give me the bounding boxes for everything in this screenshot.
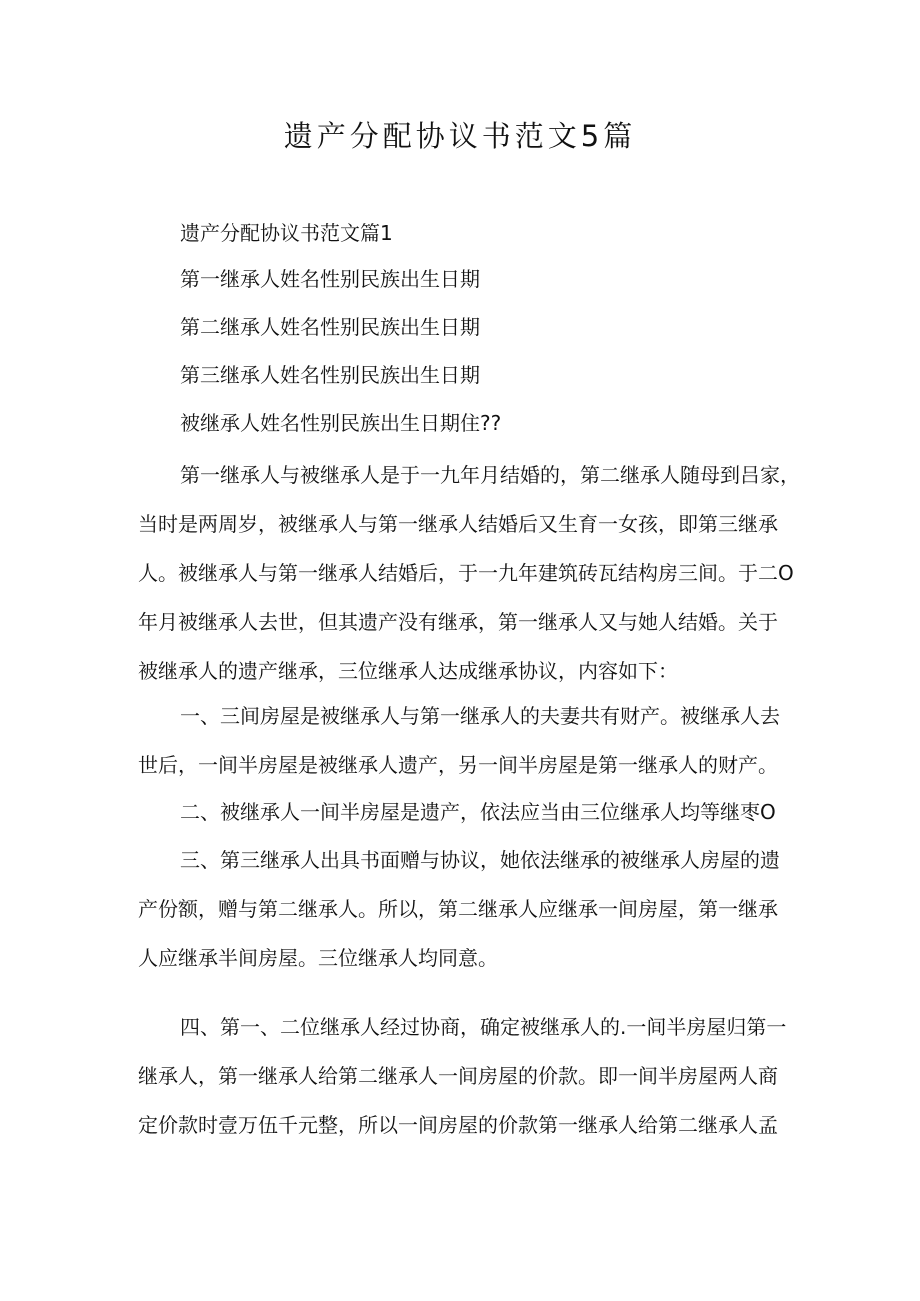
paragraph-line: 二、被继承人一间半房屋是遗产，依法应当由三位继承人均等继枣O xyxy=(180,800,776,824)
paragraph-clause-2 xyxy=(138,788,800,837)
paragraph-clause-3 xyxy=(138,836,800,983)
paragraph-line: 人应继承半间房屋。三位继承人均同意。 xyxy=(138,946,498,970)
info-line-first-heir: 第一继承人姓名性别民族出生日期 xyxy=(180,267,480,291)
info-line-deceased: 被继承人姓名性别民族出生日期住?? xyxy=(180,411,502,435)
section-heading: 遗产分配协议书范文篇1 xyxy=(180,221,393,245)
paragraph-line: 四、第一、二位继承人经过协商，确定被继承人的.一间半房屋归第一 xyxy=(180,1015,787,1039)
paragraph-line: 三、第三继承人出具书面赠与协议，她依法继承的被继承人房屋的遗 xyxy=(180,848,780,872)
paragraph-line: 一、三间房屋是被继承人与第一继承人的夫妻共有财产。被继承人去 xyxy=(180,704,780,728)
paragraph-clause-1 xyxy=(138,692,800,790)
paragraph-line: 第一继承人与被继承人是于一九年月结婚的，第二继承人随母到吕家， xyxy=(180,463,800,487)
paragraph-background xyxy=(138,451,800,696)
document-title: 遗产分配协议书范文5篇 xyxy=(283,119,637,153)
info-line-third-heir: 第三继承人姓名性别民族出生日期 xyxy=(180,363,480,387)
paragraph-line: 世后，一间半房屋是被继承人遗产，另一间半房屋是第一继承人的财产。 xyxy=(138,753,778,777)
paragraph-line: 被继承人的遗产继承，三位继承人达成继承协议，内容如下： xyxy=(138,659,678,683)
paragraph-clause-4 xyxy=(138,1003,800,1150)
info-line-second-heir: 第二继承人姓名性别民族出生日期 xyxy=(180,315,480,339)
paragraph-line: 人。被继承人与第一继承人结婚后，于一九年建筑砖瓦结构房三间。于二O xyxy=(138,561,794,585)
paragraph-line: 产份额，赠与第二继承人。所以，第二继承人应继承一间房屋，第一继承 xyxy=(138,897,778,921)
paragraph-line: 定价款时壹万伍千元整，所以一间房屋的价款第一继承人给第二继承人孟 xyxy=(138,1113,778,1137)
paragraph-line: 年月被继承人去世，但其遗产没有继承，第一继承人又与她人结婚。关于 xyxy=(138,610,778,634)
paragraph-line: 继承人，第一继承人给第二继承人一间房屋的价款。即一间半房屋两人商 xyxy=(138,1064,778,1088)
paragraph-line: 当时是两周岁，被继承人与第一继承人结婚后又生育一女孩，即第三继承 xyxy=(138,512,778,536)
